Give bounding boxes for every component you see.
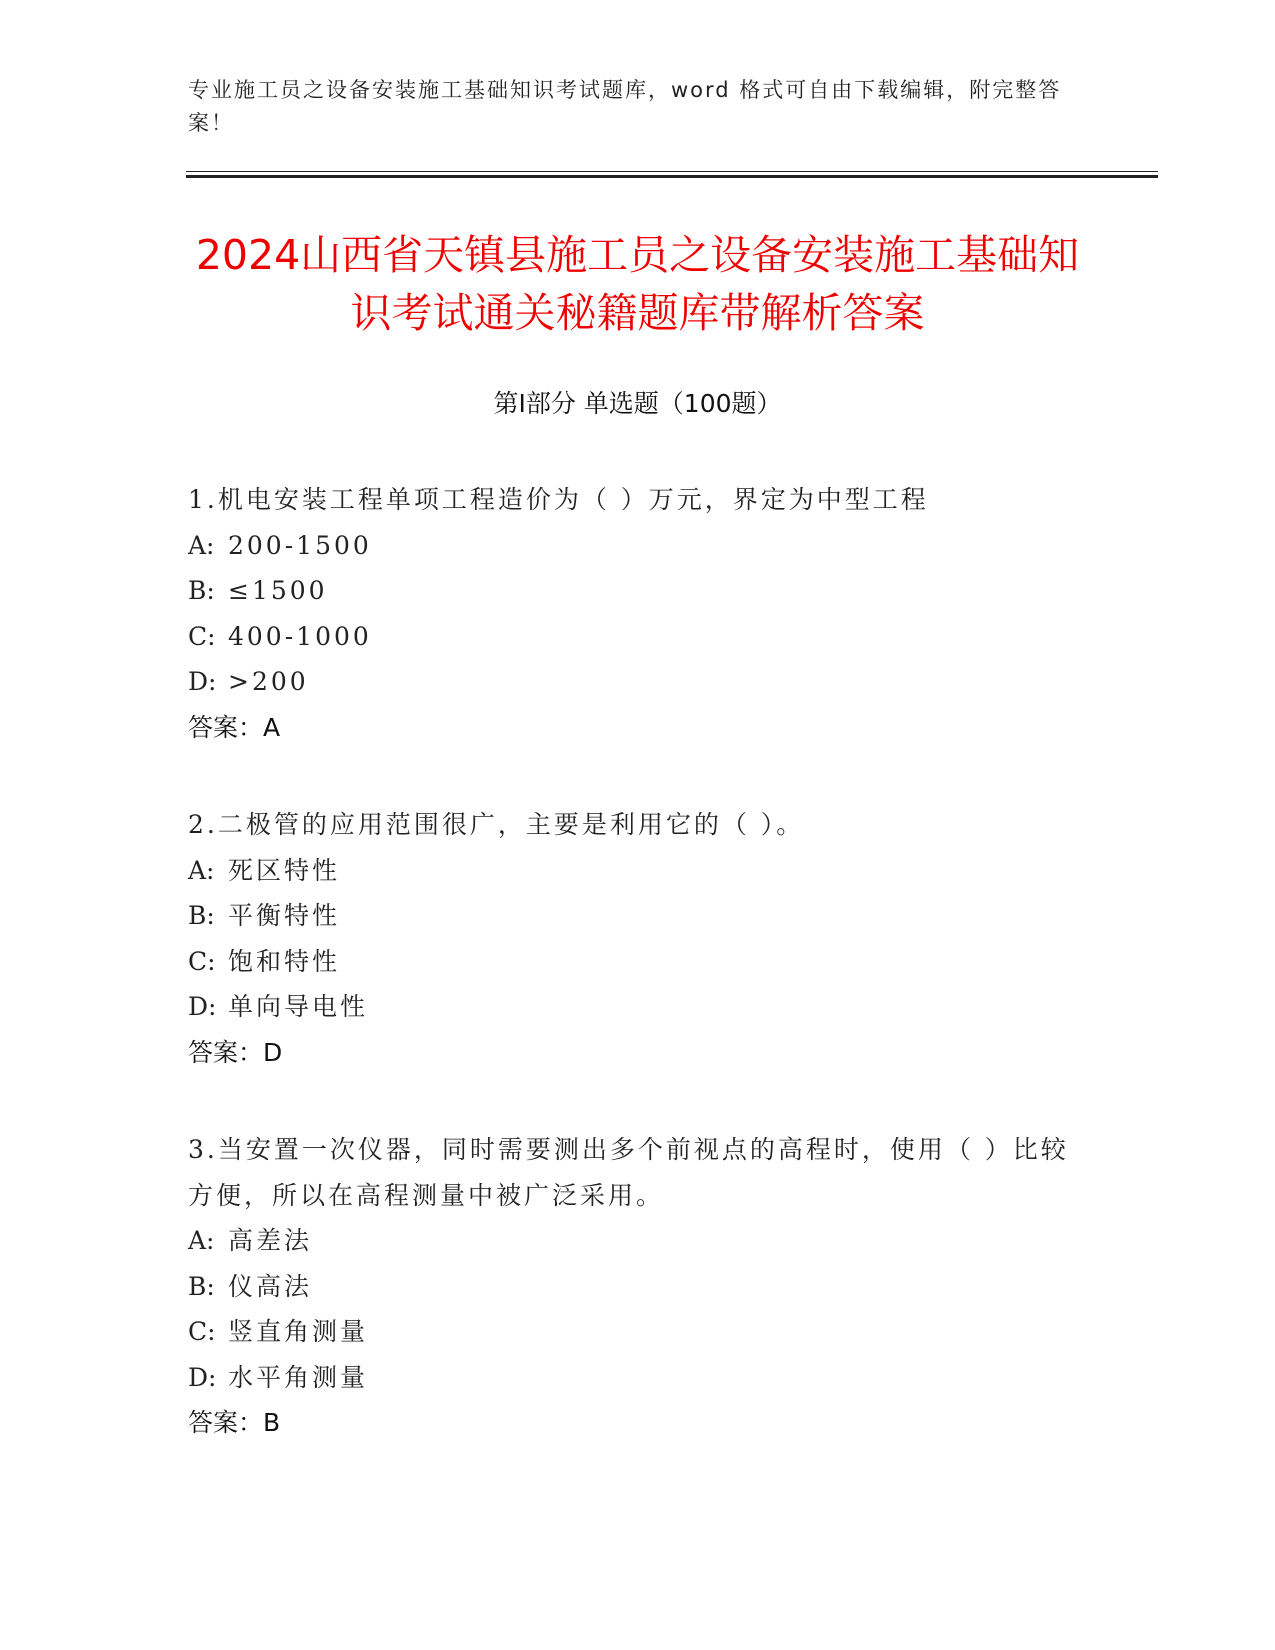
option-key: C: — [188, 1317, 216, 1346]
option-key: D: — [188, 992, 217, 1021]
question-stem: 3.当安置一次仪器，同时需要测出多个前视点的高程时，使用（ ）比较方便，所以在高程测量中被广泛采用。 — [188, 1135, 1069, 1210]
option-text: 水平角测量 — [228, 1362, 369, 1392]
question-list — [188, 477, 1088, 1498]
question-1 — [188, 477, 1088, 750]
question-stem: 2.二极管的应用范围很广，主要是利用它的（ ）。 — [188, 810, 805, 839]
answer-line: 答案：A — [188, 712, 281, 742]
option-key: B: — [188, 901, 215, 930]
option-text: 竖直角测量 — [228, 1317, 369, 1346]
option-key: A: — [188, 855, 215, 885]
option-d — [188, 659, 1088, 705]
option-c — [188, 614, 1088, 660]
option-text: 饱和特性 — [228, 946, 341, 976]
option-key: D: — [188, 667, 217, 696]
option-b — [188, 568, 1088, 614]
question-3 — [188, 1127, 1088, 1446]
question-stem: 1.机电安装工程单项工程造价为（ ）万元，界定为中型工程 — [188, 485, 929, 514]
option-key: B: — [188, 1271, 215, 1301]
option-d — [188, 984, 1088, 1030]
option-key: A: — [188, 1226, 215, 1255]
header-divider-thick — [186, 175, 1158, 178]
option-text: 仪高法 — [228, 1271, 313, 1301]
option-key: A: — [188, 530, 215, 560]
option-text: ≤1500 — [228, 576, 328, 605]
header-note: 专业施工员之设备安装施工基础知识考试题库，word 格式可自由下载编辑，附完整答案！ — [188, 78, 1062, 135]
option-b — [188, 1264, 1088, 1310]
option-a — [188, 848, 1088, 894]
section-heading: 第Ⅰ部分 单选题（100题） — [493, 389, 782, 418]
option-key: B: — [188, 576, 215, 605]
option-text: 单向导电性 — [228, 992, 369, 1021]
option-text: 死区特性 — [228, 855, 341, 885]
option-a — [188, 1218, 1088, 1264]
option-text: 高差法 — [228, 1226, 313, 1255]
option-a — [188, 523, 1088, 569]
question-2 — [188, 802, 1088, 1075]
option-text: 平衡特性 — [228, 901, 341, 930]
header-divider-thin — [186, 171, 1158, 172]
option-d — [188, 1355, 1088, 1401]
option-text: >200 — [228, 667, 309, 696]
option-key: C: — [188, 946, 216, 976]
option-key: C: — [188, 621, 216, 651]
answer-line: 答案：B — [188, 1408, 281, 1437]
option-text: 200-1500 — [228, 530, 372, 560]
option-b — [188, 893, 1088, 939]
answer-line: 答案：D — [188, 1037, 283, 1067]
option-c — [188, 939, 1088, 985]
document-title: 2024山西省天镇县施工员之设备安装施工基础知识考试通关秘籍题库带解析答案 — [195, 231, 1080, 337]
option-key: D: — [188, 1362, 217, 1392]
option-c — [188, 1309, 1088, 1355]
option-text: 400-1000 — [228, 621, 372, 651]
